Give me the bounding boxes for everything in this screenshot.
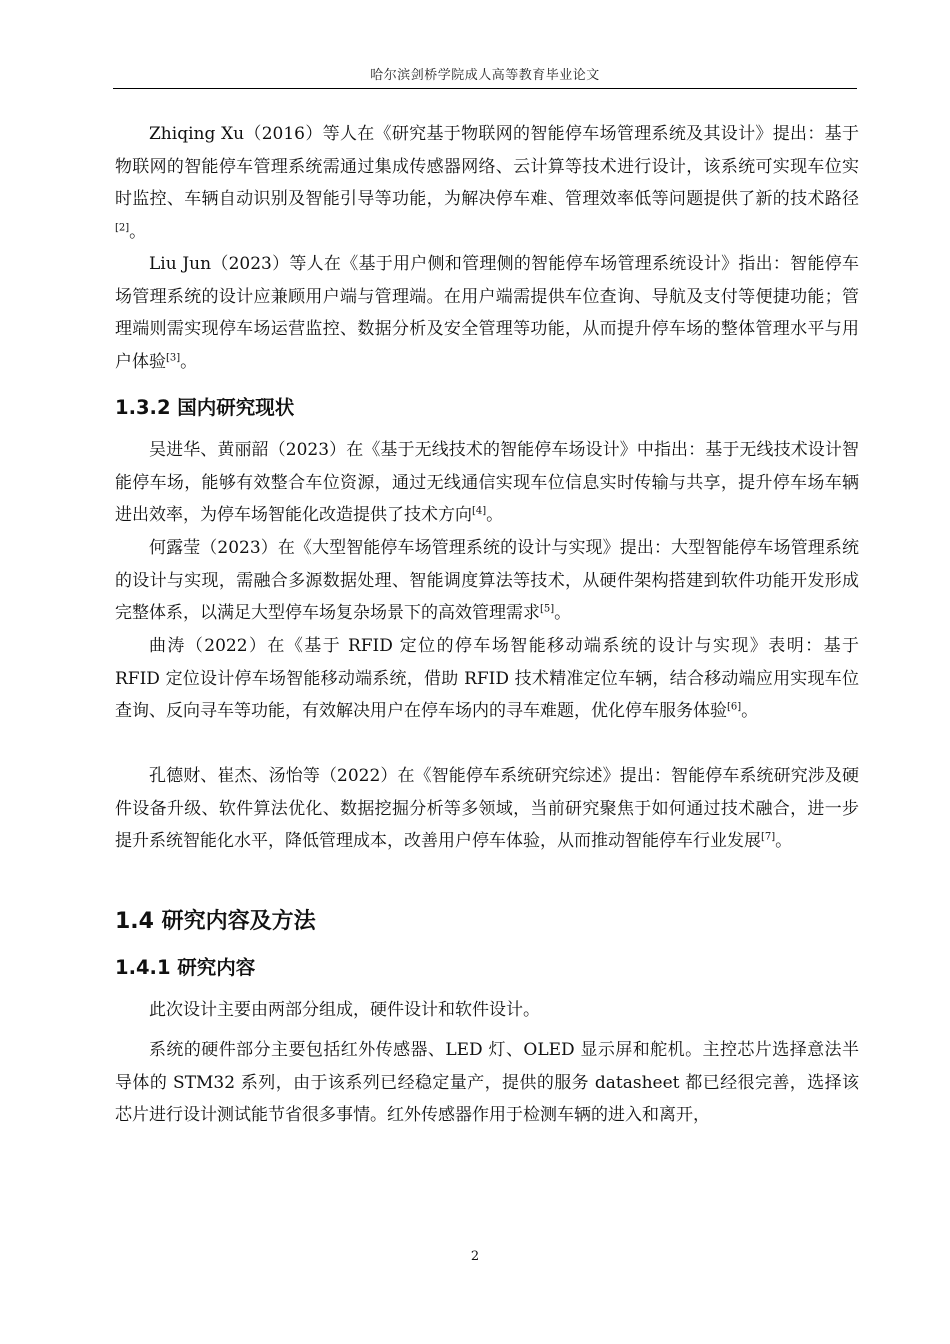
paragraph-end: 。 (554, 603, 572, 623)
paragraph-text: Zhiqing Xu（2016）等人在《研究基于物联网的智能停车场管理系统及其设计》提出：基于物联网的智能停车管理系统需通过集成传感器网络、云计算等技术进行设计，该系统可实现车位实时监控、车辆自动识别及智能引导等功能，为解决停车难、管理效率低等问题提供了新的技术路径 (115, 124, 859, 209)
paragraph-end: 。 (486, 505, 504, 525)
section-heading-1-3-2: 1.3.2 国内研究现状 (115, 396, 295, 419)
paragraph-he-luying (115, 532, 859, 630)
paragraph-end: 。 (741, 701, 759, 721)
citation-ref: [3] (166, 351, 181, 363)
citation-ref: [4] (472, 505, 487, 517)
paragraph-text: 吴进华、黄丽韶（2023）在《基于无线技术的智能停车场设计》中指出：基于无线技术设计智能停车场，能够有效整合车位资源，通过无线通信实现车位信息实时传输与共享，提升停车场车辆进出效率，为停车场智能化改造提供了技术方向 (115, 440, 859, 525)
citation-ref: [7] (761, 831, 776, 843)
page-number: 2 (470, 1249, 480, 1264)
section-heading-1-4-1: 1.4.1 研究内容 (115, 956, 256, 979)
paragraph-text: 孔德财、崔杰、汤怡等（2022）在《智能停车系统研究综述》提出：智能停车系统研究涉及硬件设备升级、软件算法优化、数据挖掘分析等多领域，当前研究聚焦于如何通过技术融合，进一步提升系统智能化水平，降低管理成本，改善用户停车体验，从而推动智能停车行业发展 (115, 766, 859, 851)
paragraph-kong-decai (115, 760, 859, 858)
paragraph-qu-tao (115, 630, 859, 728)
citation-ref: [6] (727, 701, 742, 713)
paragraph-end: 。 (775, 831, 793, 851)
paragraph-text: 曲涛（2022）在《基于 RFID 定位的停车场智能移动端系统的设计与实现》表明：基于 RFID 定位设计停车场智能移动端系统，借助 RFID 技术精准定位车辆，结合移动端应用实现车位查询、反向寻车等功能，有效解决用户在停车场内的寻车难题，优化停车服务体验 (115, 636, 859, 721)
paragraph-end: 。 (129, 221, 147, 242)
section-heading-1-4: 1.4 研究内容及方法 (115, 909, 316, 934)
citation-ref: [5] (540, 603, 555, 615)
running-header: 哈尔滨剑桥学院成人高等教育毕业论文 (370, 68, 600, 83)
paragraph-liu-jun (115, 248, 859, 378)
paragraph-hardware (115, 1034, 859, 1132)
header-rule (113, 88, 857, 89)
citation-ref: [2] (115, 221, 130, 233)
paragraph-text: 何露莹（2023）在《大型智能停车场管理系统的设计与实现》提出：大型智能停车场管理系统的设计与实现，需融合多源数据处理、智能调度算法等技术，从硬件架构搭建到软件功能开发形成完整体系，以满足大型停车场复杂场景下的高效管理需求 (115, 538, 859, 623)
paragraph-wu-jinhua (115, 434, 859, 532)
paragraph-text: 此次设计主要由两部分组成，硬件设计和软件设计。 (149, 1000, 540, 1020)
paragraph-text: 系统的硬件部分主要包括红外传感器、LED 灯、OLED 显示屏和舵机。主控芯片选择意法半导体的 STM32 系列，由于该系列已经稳定量产，提供的服务 datasheet 都已经很完善，选择该芯片进行设计测试能节省很多事情。红外传感器作用于检测车辆的进入和离开， (115, 1040, 859, 1125)
paragraph-text: Liu Jun（2023）等人在《基于用户侧和管理侧的智能停车场管理系统设计》指出：智能停车场管理系统的设计应兼顾用户端与管理端。在用户端需提供车位查询、导航及支付等便捷功能；管理端则需实现停车场运营监控、数据分析及安全管理等功能，从而提升停车场的整体管理水平与用户体验 (115, 254, 859, 372)
paragraph-end: 。 (180, 351, 198, 372)
paragraph-zhiqing-xu (115, 118, 859, 248)
paragraph-design-intro (115, 994, 859, 1027)
